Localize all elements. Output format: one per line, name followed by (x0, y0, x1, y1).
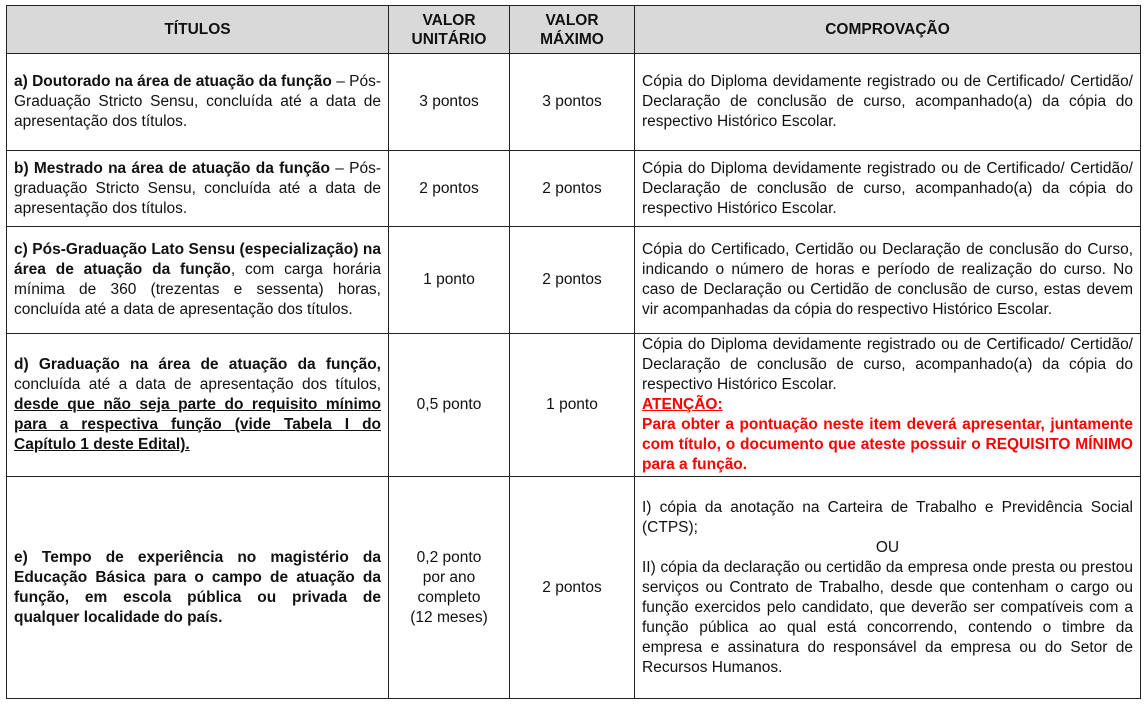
proof-text: Cópia do Diploma devidamente registrado ou de Certificado/ Certidão/ Declaração de conclusão de curso, acompanhado(a) da cópia do respectivo Histórico Escolar. (635, 54, 1141, 151)
proof-text: Cópia do Diploma devidamente registrado ou de Certificado/ Certidão/ Declaração de conclusão de curso, acompanhado(a) da cópia do respectivo Histórico Escolar. (642, 336, 1133, 393)
proof-text: Cópia do Diploma devidamente registrado ou de Certificado/ Certidão/ Declaração de conclusão de curso, acompanhado(a) da cópia do respectivo Histórico Escolar. (635, 151, 1141, 227)
max-value: 2 pontos (510, 151, 635, 227)
title-bold: a) Doutorado na área de atuação da função (14, 73, 332, 90)
proof-cell (635, 334, 1141, 477)
title-rest: concluída até a data de apresentação dos títulos, (14, 376, 381, 393)
row-title (7, 54, 389, 151)
unit-line: por ano (422, 568, 476, 586)
header-titulos: TÍTULOS (7, 6, 389, 54)
proof-item-1: I) cópia da anotação na Carteira de Trabalho e Previdência Social (CTPS); (642, 498, 1133, 536)
max-value: 2 pontos (510, 477, 635, 699)
title-bold: e) Tempo de experiência no magistério da Educação Básica para o campo de atuação da função, em escola pública ou privada de qualquer localidade do país. (14, 548, 381, 626)
header-comprovacao: COMPROVAÇÃO (635, 6, 1141, 54)
proof-or: OU (875, 538, 900, 556)
title-rest: , com carga horária mínima de 360 (trezentas e sessenta) horas, concluída até a data de apresentação dos títulos. (14, 261, 381, 318)
title-rest: – Pós-graduação Stricto Sensu, concluída até a data de apresentação dos títulos. (14, 159, 381, 217)
table-row (7, 334, 1141, 477)
row-title (7, 477, 389, 699)
header-valor-unitario-line2: UNITÁRIO (411, 30, 487, 48)
title-rest: – Pós-Graduação Stricto Sensu, concluída até a data de apresentação dos títulos. (14, 73, 381, 130)
max-value: 3 pontos (510, 54, 635, 151)
attention-label: ATENÇÃO: (642, 396, 723, 413)
header-valor-unitario-line1: VALOR (422, 11, 476, 29)
row-title (7, 151, 389, 227)
title-bold: b) Mestrado na área de atuação da função (14, 159, 330, 177)
row-title (7, 227, 389, 334)
unit-line: 0,2 ponto (416, 548, 482, 566)
unit-line: (12 meses) (410, 608, 488, 626)
header-valor-maximo-line2: MÁXIMO (540, 30, 604, 48)
proof-item-2: II) cópia da declaração ou certidão da empresa onde presta ou prestou serviços ou Contrato de Trabalho, desde que contenham o cargo ou função exercidos pelo candidato, que deverão ser compatíveis com a função pública ao qual está concorrendo, contendo o timbre da empresa e assinatura do responsável da empresa ou do Setor de Recursos Humanos. (642, 558, 1133, 676)
table-row (7, 227, 1141, 334)
unit-value (389, 477, 510, 699)
table-row (7, 54, 1141, 151)
title-bold: c) Pós-Graduação Lato Sensu (especialização) na área de atuação da função (14, 241, 381, 278)
title-underline: desde que não seja parte do requisito mínimo para a respectiva função (vide Tabela I do Capítulo 1 deste Edital). (14, 396, 381, 453)
proof-cell (635, 477, 1141, 699)
unit-value: 0,5 ponto (389, 334, 510, 477)
unit-line: completo (417, 588, 481, 606)
attention-text: Para obter a pontuação neste item deverá apresentar, juntamente com título, o documento que ateste possuir o REQUISITO MÍNIMO para a função. (642, 416, 1133, 473)
proof-text: Cópia do Certificado, Certidão ou Declaração de conclusão do Curso, indicando o número de horas e período de realização do curso. No caso de Declaração ou Certidão de conclusão de curso, estas devem vir acompanhadas da cópia do respectivo Histórico Escolar. (635, 227, 1141, 334)
header-valor-maximo-line1: VALOR (545, 11, 599, 29)
unit-value: 3 pontos (389, 54, 510, 151)
header-valor-unitario (389, 6, 510, 54)
unit-value: 1 ponto (389, 227, 510, 334)
header-row (7, 6, 1141, 54)
row-title (7, 334, 389, 477)
table-row (7, 151, 1141, 227)
scoring-table (6, 5, 1141, 699)
header-valor-maximo (510, 6, 635, 54)
max-value: 2 pontos (510, 227, 635, 334)
title-bold: d) Graduação na área de atuação da função, (14, 356, 381, 373)
max-value: 1 ponto (510, 334, 635, 477)
table-row (7, 477, 1141, 699)
unit-value: 2 pontos (389, 151, 510, 227)
